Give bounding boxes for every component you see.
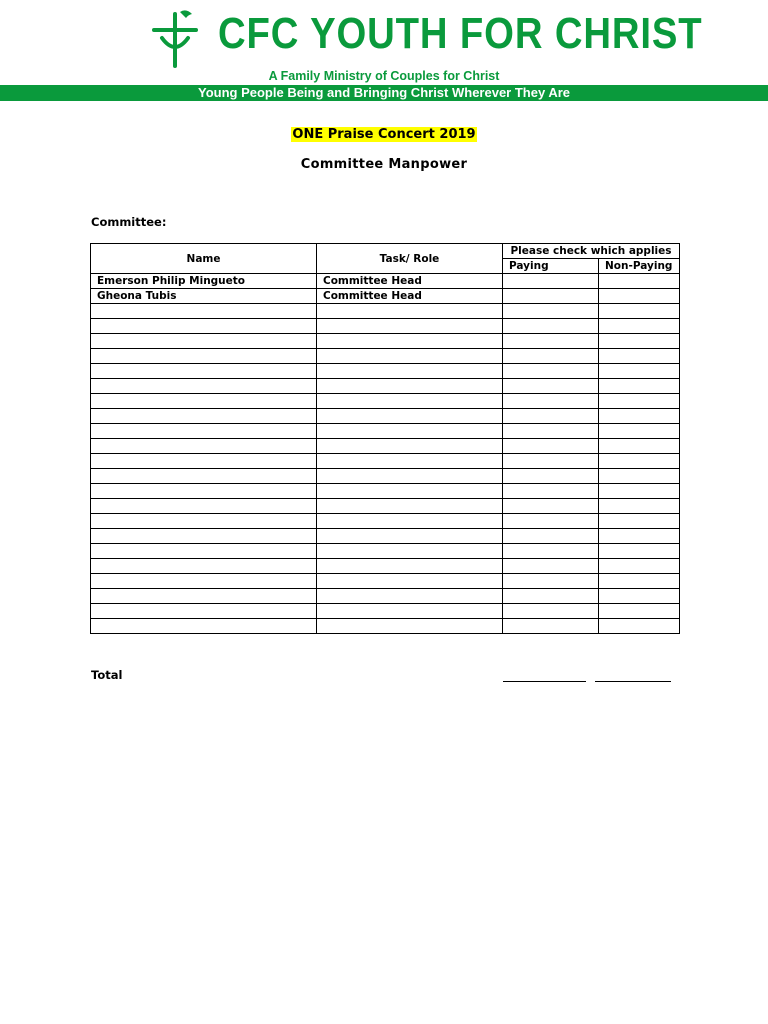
table-row (91, 439, 680, 454)
task-cell (317, 349, 503, 364)
organization-subtitle: A Family Ministry of Couples for Christ (268, 69, 500, 83)
paying-checkbox-cell[interactable] (503, 514, 599, 529)
paying-checkbox-cell[interactable] (503, 604, 599, 619)
table-row (91, 424, 680, 439)
paying-checkbox-cell[interactable] (503, 424, 599, 439)
task-cell (317, 364, 503, 379)
paying-checkbox-cell[interactable] (503, 574, 599, 589)
name-cell (91, 514, 317, 529)
name-cell (91, 499, 317, 514)
non-paying-checkbox-cell[interactable] (599, 559, 680, 574)
event-title-text: ONE Praise Concert 2019 (292, 127, 476, 142)
task-cell (317, 319, 503, 334)
table-row (91, 469, 680, 484)
name-cell (91, 319, 317, 334)
organization-name: CFC YOUTH FOR CHRIST (218, 9, 703, 58)
non-paying-checkbox-cell[interactable] (599, 619, 680, 634)
non-paying-checkbox-cell[interactable] (599, 349, 680, 364)
task-cell (317, 409, 503, 424)
table-row (91, 589, 680, 604)
table-row (91, 319, 680, 334)
table-row (91, 289, 680, 304)
non-paying-checkbox-cell[interactable] (599, 334, 680, 349)
paying-checkbox-cell[interactable] (503, 394, 599, 409)
event-title (0, 126, 768, 143)
name-cell (91, 574, 317, 589)
task-cell (317, 454, 503, 469)
task-cell (317, 439, 503, 454)
name-cell (91, 469, 317, 484)
name-cell: Emerson Philip Mingueto (91, 274, 317, 289)
task-cell (317, 394, 503, 409)
non-paying-checkbox-cell[interactable] (599, 454, 680, 469)
task-cell (317, 469, 503, 484)
task-cell (317, 604, 503, 619)
paying-checkbox-cell[interactable] (503, 529, 599, 544)
cross-with-dove-logo-icon (150, 8, 200, 68)
task-cell (317, 619, 503, 634)
check-group-header: Please check which applies (503, 244, 680, 259)
table-row (91, 484, 680, 499)
table-row (91, 274, 680, 289)
non-paying-checkbox-cell[interactable] (599, 514, 680, 529)
task-cell (317, 544, 503, 559)
task-cell (317, 304, 503, 319)
non-paying-checkbox-cell[interactable] (599, 604, 680, 619)
name-cell (91, 604, 317, 619)
non-paying-checkbox-cell[interactable] (599, 499, 680, 514)
name-cell (91, 394, 317, 409)
non-paying-checkbox-cell[interactable] (599, 319, 680, 334)
table-row (91, 544, 680, 559)
name-cell (91, 484, 317, 499)
name-cell (91, 559, 317, 574)
non-paying-checkbox-cell[interactable] (599, 589, 680, 604)
manpower-table (90, 243, 680, 634)
paying-checkbox-cell[interactable] (503, 364, 599, 379)
non-paying-checkbox-cell[interactable] (599, 364, 680, 379)
table-row (91, 574, 680, 589)
table-row (91, 619, 680, 634)
table-row (91, 379, 680, 394)
task-cell (317, 499, 503, 514)
task-column-header: Task/ Role (317, 244, 503, 274)
paying-checkbox-cell[interactable] (503, 319, 599, 334)
table-row (91, 394, 680, 409)
paying-checkbox-cell[interactable] (503, 439, 599, 454)
document-title: Committee Manpower (300, 157, 468, 172)
table-row (91, 409, 680, 424)
task-cell (317, 529, 503, 544)
total-label: Total (91, 668, 123, 682)
paying-checkbox-cell[interactable] (503, 409, 599, 424)
task-cell (317, 559, 503, 574)
table-row (91, 559, 680, 574)
name-cell (91, 424, 317, 439)
non-paying-checkbox-cell[interactable] (599, 544, 680, 559)
table-row (91, 514, 680, 529)
non-paying-checkbox-cell[interactable] (599, 424, 680, 439)
paying-checkbox-cell[interactable] (503, 589, 599, 604)
task-cell (317, 379, 503, 394)
name-cell (91, 454, 317, 469)
name-cell (91, 544, 317, 559)
paying-checkbox-cell[interactable] (503, 559, 599, 574)
task-cell (317, 484, 503, 499)
non-paying-checkbox-cell[interactable] (599, 574, 680, 589)
tagline-text: Young People Being and Bringing Christ Wherever They Are (198, 85, 570, 100)
task-cell: Committee Head (317, 274, 503, 289)
paying-checkbox-cell[interactable] (503, 349, 599, 364)
non-paying-checkbox-cell[interactable] (599, 529, 680, 544)
non-paying-checkbox-cell[interactable] (599, 289, 680, 304)
table-row (91, 334, 680, 349)
table-row (91, 604, 680, 619)
name-cell (91, 379, 317, 394)
non-paying-checkbox-cell[interactable] (599, 274, 680, 289)
paying-checkbox-cell[interactable] (503, 274, 599, 289)
name-cell (91, 334, 317, 349)
non-paying-checkbox-cell[interactable] (599, 379, 680, 394)
task-cell (317, 514, 503, 529)
paying-checkbox-cell[interactable] (503, 289, 599, 304)
table-row (91, 529, 680, 544)
name-cell (91, 589, 317, 604)
task-cell (317, 574, 503, 589)
table-header-row (91, 244, 680, 259)
table-row (91, 349, 680, 364)
non-paying-column-header: Non-Paying (599, 259, 680, 274)
non-paying-checkbox-cell[interactable] (599, 469, 680, 484)
tagline-banner (0, 85, 768, 101)
table-row (91, 364, 680, 379)
paying-total-blank[interactable] (503, 681, 586, 682)
name-cell (91, 304, 317, 319)
paying-checkbox-cell[interactable] (503, 334, 599, 349)
paying-checkbox-cell[interactable] (503, 454, 599, 469)
paying-column-header: Paying (503, 259, 599, 274)
paying-checkbox-cell[interactable] (503, 499, 599, 514)
non-paying-checkbox-cell[interactable] (599, 409, 680, 424)
paying-checkbox-cell[interactable] (503, 484, 599, 499)
name-cell (91, 439, 317, 454)
name-cell (91, 349, 317, 364)
non-paying-total-blank[interactable] (595, 681, 671, 682)
task-cell (317, 424, 503, 439)
name-cell (91, 529, 317, 544)
non-paying-checkbox-cell[interactable] (599, 484, 680, 499)
table-row (91, 499, 680, 514)
paying-checkbox-cell[interactable] (503, 469, 599, 484)
name-column-header: Name (91, 244, 317, 274)
name-cell (91, 619, 317, 634)
name-cell (91, 364, 317, 379)
paying-checkbox-cell[interactable] (503, 544, 599, 559)
non-paying-checkbox-cell[interactable] (599, 394, 680, 409)
non-paying-checkbox-cell[interactable] (599, 304, 680, 319)
task-cell (317, 589, 503, 604)
table-row (91, 304, 680, 319)
task-cell (317, 334, 503, 349)
paying-checkbox-cell[interactable] (503, 619, 599, 634)
name-cell: Gheona Tubis (91, 289, 317, 304)
table-row (91, 454, 680, 469)
committee-label: Committee: (91, 215, 167, 229)
paying-checkbox-cell[interactable] (503, 304, 599, 319)
non-paying-checkbox-cell[interactable] (599, 439, 680, 454)
paying-checkbox-cell[interactable] (503, 379, 599, 394)
task-cell: Committee Head (317, 289, 503, 304)
name-cell (91, 409, 317, 424)
